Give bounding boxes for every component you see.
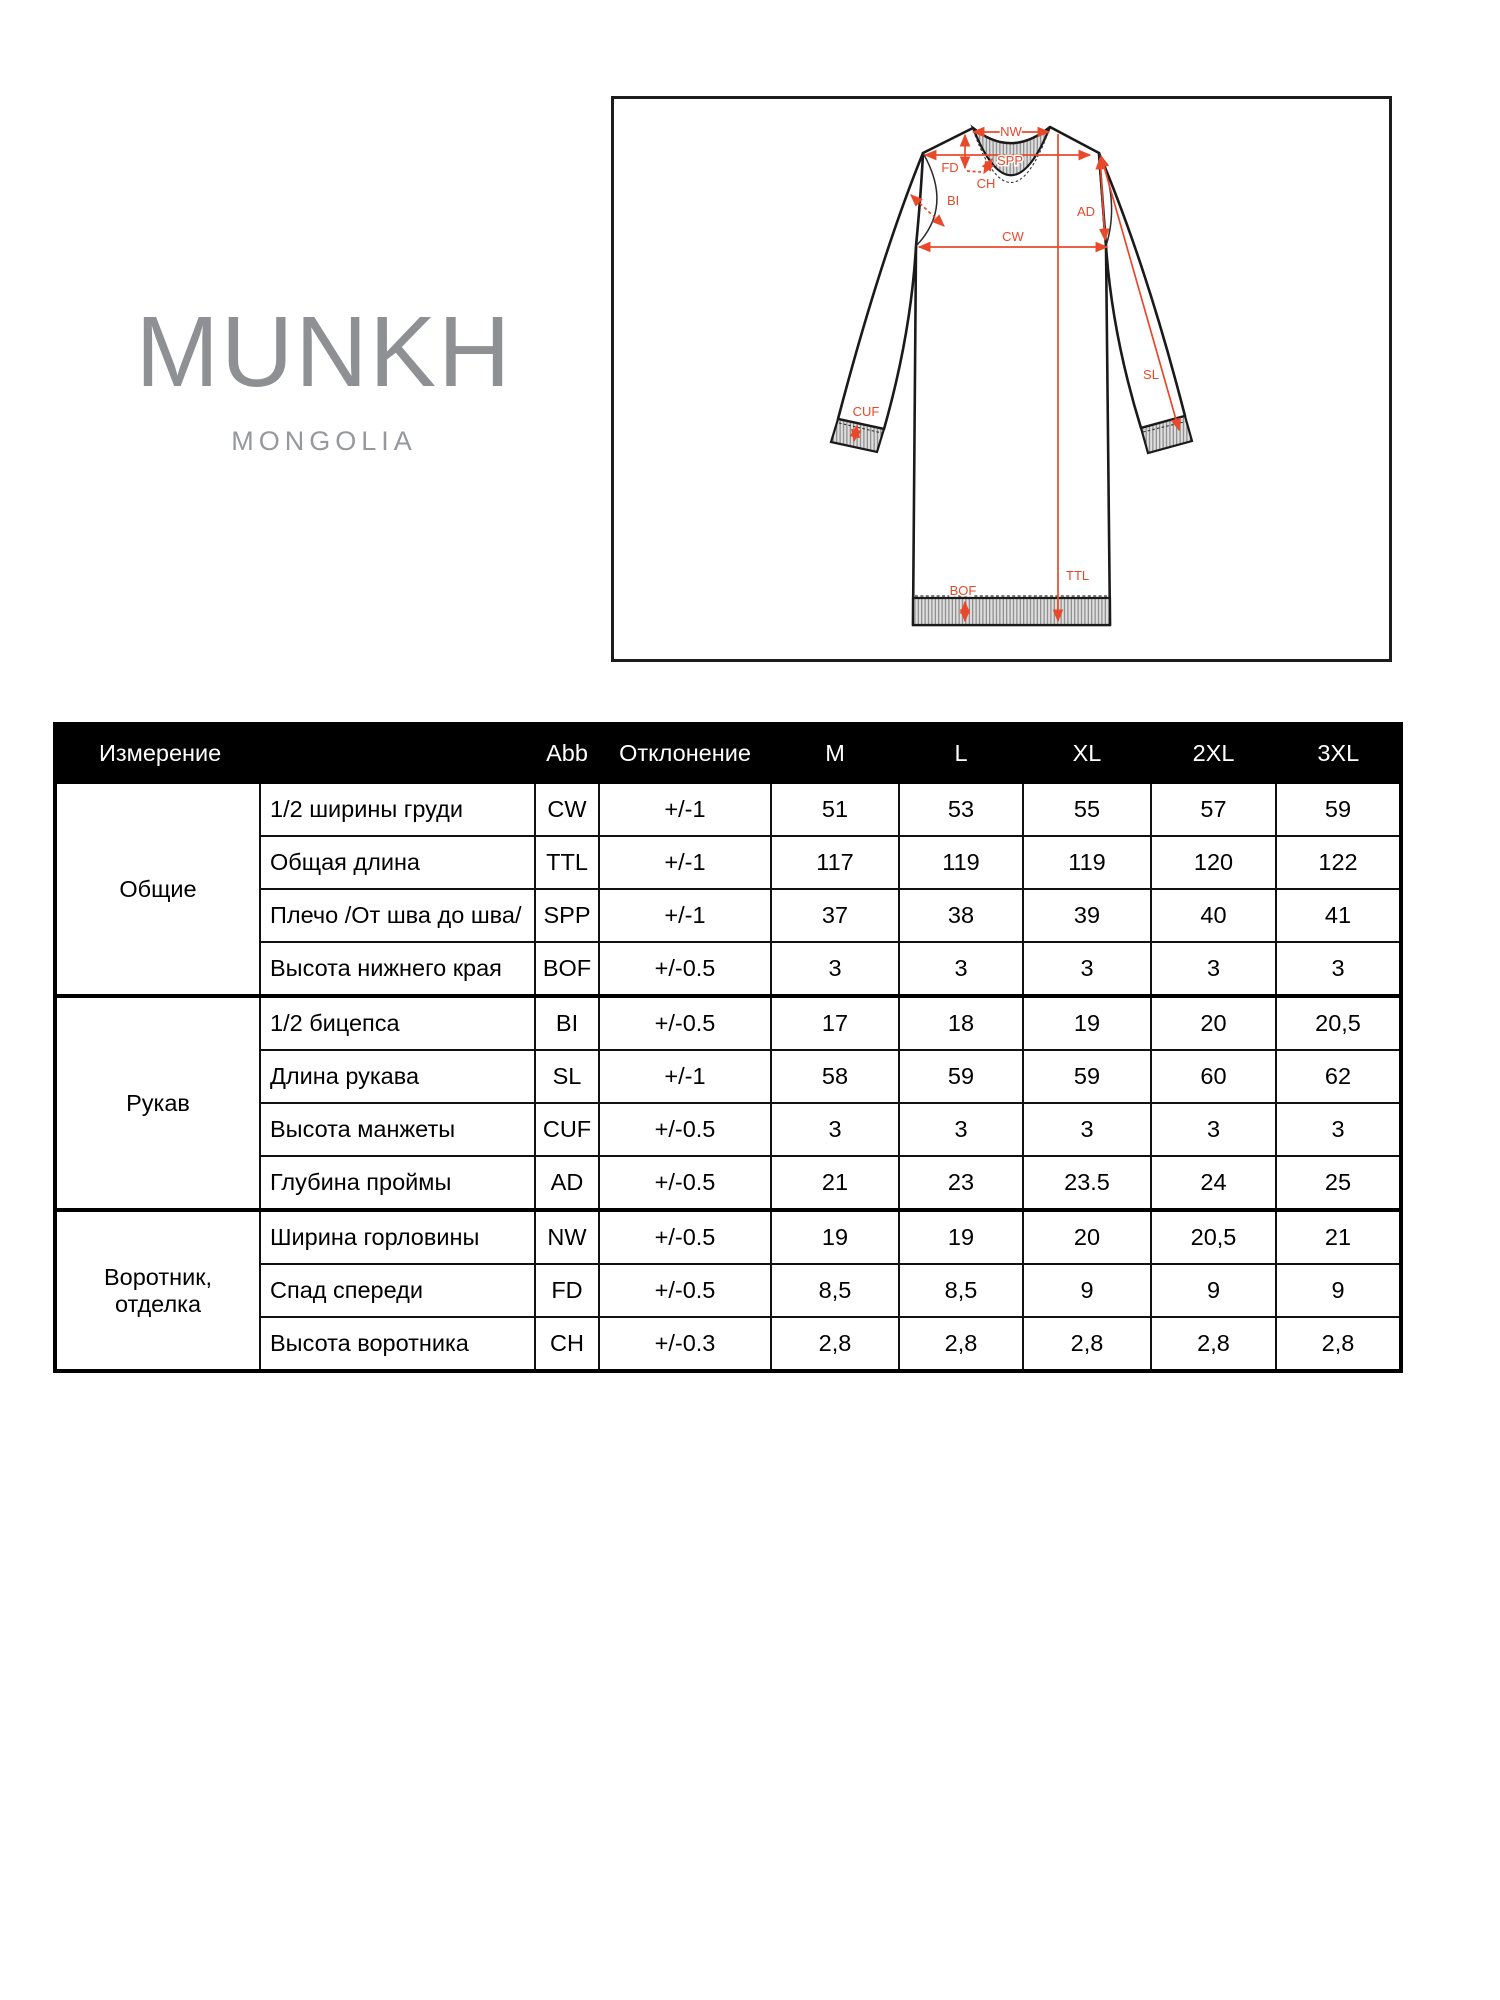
value-cell-l: 3	[899, 942, 1023, 996]
value-cell-2xl: 3	[1151, 1103, 1276, 1156]
value-cell-l: 19	[899, 1210, 1023, 1264]
value-cell-2xl: 60	[1151, 1050, 1276, 1103]
tolerance-cell: +/-1	[599, 782, 771, 836]
value-cell-l: 23	[899, 1156, 1023, 1210]
measurement-name-cell: Спад спереди	[260, 1264, 535, 1317]
measurement-name-cell: Общая длина	[260, 836, 535, 889]
value-cell-l: 2,8	[899, 1317, 1023, 1371]
table-row	[55, 782, 1401, 836]
value-cell-3xl: 2,8	[1276, 1317, 1401, 1371]
abbreviation-cell: NW	[535, 1210, 599, 1264]
hem-band	[913, 598, 1110, 625]
value-cell-m: 8,5	[771, 1264, 899, 1317]
table-row	[55, 996, 1401, 1050]
sl-label: SL	[1143, 367, 1159, 382]
value-cell-xl: 3	[1023, 942, 1151, 996]
left-sleeve	[838, 153, 923, 429]
value-cell-3xl: 122	[1276, 836, 1401, 889]
header-size-xl: XL	[1023, 724, 1151, 782]
cw-label: CW	[1002, 229, 1024, 244]
value-cell-l: 3	[899, 1103, 1023, 1156]
value-cell-xl: 2,8	[1023, 1317, 1151, 1371]
header-size-l: L	[899, 724, 1023, 782]
value-cell-m: 19	[771, 1210, 899, 1264]
abbreviation-cell: FD	[535, 1264, 599, 1317]
brand-logo	[126, 296, 522, 456]
size-spec-table	[53, 722, 1403, 1373]
value-cell-3xl: 59	[1276, 782, 1401, 836]
bof-label: BOF	[949, 583, 977, 598]
value-cell-l: 119	[899, 836, 1023, 889]
tolerance-cell: +/-0.5	[599, 1103, 771, 1156]
value-cell-xl: 39	[1023, 889, 1151, 942]
value-cell-3xl: 25	[1276, 1156, 1401, 1210]
garment-body	[913, 127, 1110, 625]
value-cell-l: 59	[899, 1050, 1023, 1103]
group-cell: Рукав	[55, 996, 260, 1210]
value-cell-xl: 3	[1023, 1103, 1151, 1156]
measurement-name-cell: 1/2 бицепса	[260, 996, 535, 1050]
group-cell: Общие	[55, 782, 260, 996]
value-cell-2xl: 24	[1151, 1156, 1276, 1210]
value-cell-3xl: 9	[1276, 1264, 1401, 1317]
header-size-2xl: 2XL	[1151, 724, 1276, 782]
value-cell-xl: 55	[1023, 782, 1151, 836]
measurement-name-cell: Высота воротника	[260, 1317, 535, 1371]
tolerance-cell: +/-1	[599, 836, 771, 889]
value-cell-xl: 19	[1023, 996, 1151, 1050]
measurement-name-cell: Высота нижнего края	[260, 942, 535, 996]
table-row	[55, 1210, 1401, 1264]
value-cell-3xl: 20,5	[1276, 996, 1401, 1050]
value-cell-m: 58	[771, 1050, 899, 1103]
cuf-label: CUF	[852, 404, 880, 419]
header-size-3xl: 3XL	[1276, 724, 1401, 782]
value-cell-m: 37	[771, 889, 899, 942]
ttl-label: TTL	[1066, 568, 1090, 583]
value-cell-m: 117	[771, 836, 899, 889]
value-cell-2xl: 57	[1151, 782, 1276, 836]
value-cell-2xl: 40	[1151, 889, 1276, 942]
brand-subtitle: MONGOLIA	[231, 426, 417, 456]
value-cell-3xl: 62	[1276, 1050, 1401, 1103]
value-cell-xl: 9	[1023, 1264, 1151, 1317]
abbreviation-cell: BOF	[535, 942, 599, 996]
abbreviation-cell: TTL	[535, 836, 599, 889]
spp-label: SPP	[996, 153, 1024, 168]
measurement-name-cell: 1/2 ширины груди	[260, 782, 535, 836]
value-cell-2xl: 120	[1151, 836, 1276, 889]
abbreviation-cell: CW	[535, 782, 599, 836]
garment-diagram-frame	[611, 96, 1392, 662]
value-cell-xl: 23.5	[1023, 1156, 1151, 1210]
value-cell-m: 2,8	[771, 1317, 899, 1371]
header-size-m: M	[771, 724, 899, 782]
abbreviation-cell: BI	[535, 996, 599, 1050]
header-measurement: Измерение	[55, 724, 535, 782]
value-cell-xl: 119	[1023, 836, 1151, 889]
value-cell-m: 17	[771, 996, 899, 1050]
header-abb: Abb	[535, 724, 599, 782]
ad-label: AD	[1076, 204, 1095, 219]
value-cell-m: 51	[771, 782, 899, 836]
abbreviation-cell: CH	[535, 1317, 599, 1371]
value-cell-3xl: 21	[1276, 1210, 1401, 1264]
value-cell-2xl: 20	[1151, 996, 1276, 1050]
garment-sketch	[614, 99, 1389, 659]
brand-name: MUNKH	[135, 296, 513, 408]
ch-leader-line	[967, 171, 981, 172]
value-cell-l: 53	[899, 782, 1023, 836]
header-tolerance: Отклонение	[599, 724, 771, 782]
value-cell-l: 8,5	[899, 1264, 1023, 1317]
measurement-name-cell: Высота манжеты	[260, 1103, 535, 1156]
table-header-row	[55, 724, 1401, 782]
measurement-name-cell: Глубина проймы	[260, 1156, 535, 1210]
group-cell: Воротник, отделка	[55, 1210, 260, 1371]
value-cell-2xl: 9	[1151, 1264, 1276, 1317]
abbreviation-cell: SL	[535, 1050, 599, 1103]
value-cell-m: 3	[771, 1103, 899, 1156]
value-cell-m: 3	[771, 942, 899, 996]
tolerance-cell: +/-0.5	[599, 1156, 771, 1210]
value-cell-l: 18	[899, 996, 1023, 1050]
value-cell-m: 21	[771, 1156, 899, 1210]
tolerance-cell: +/-1	[599, 1050, 771, 1103]
abbreviation-cell: SPP	[535, 889, 599, 942]
tolerance-cell: +/-0.5	[599, 996, 771, 1050]
value-cell-xl: 20	[1023, 1210, 1151, 1264]
tolerance-cell: +/-1	[599, 889, 771, 942]
value-cell-3xl: 3	[1276, 942, 1401, 996]
bi-label: BI	[947, 193, 960, 208]
value-cell-2xl: 20,5	[1151, 1210, 1276, 1264]
measurement-name-cell: Плечо /От шва до шва/	[260, 889, 535, 942]
measurement-name-cell: Ширина горловины	[260, 1210, 535, 1264]
value-cell-2xl: 2,8	[1151, 1317, 1276, 1371]
tolerance-cell: +/-0.5	[599, 1210, 771, 1264]
value-cell-xl: 59	[1023, 1050, 1151, 1103]
measurement-name-cell: Длина рукава	[260, 1050, 535, 1103]
value-cell-2xl: 3	[1151, 942, 1276, 996]
abbreviation-cell: CUF	[535, 1103, 599, 1156]
abbreviation-cell: AD	[535, 1156, 599, 1210]
fd-label: FD	[941, 160, 959, 175]
nw-label: NW	[1000, 124, 1022, 139]
value-cell-l: 38	[899, 889, 1023, 942]
tolerance-cell: +/-0.5	[599, 1264, 771, 1317]
ch-label: CH	[976, 176, 996, 191]
value-cell-3xl: 3	[1276, 1103, 1401, 1156]
value-cell-3xl: 41	[1276, 889, 1401, 942]
tolerance-cell: +/-0.3	[599, 1317, 771, 1371]
tolerance-cell: +/-0.5	[599, 942, 771, 996]
